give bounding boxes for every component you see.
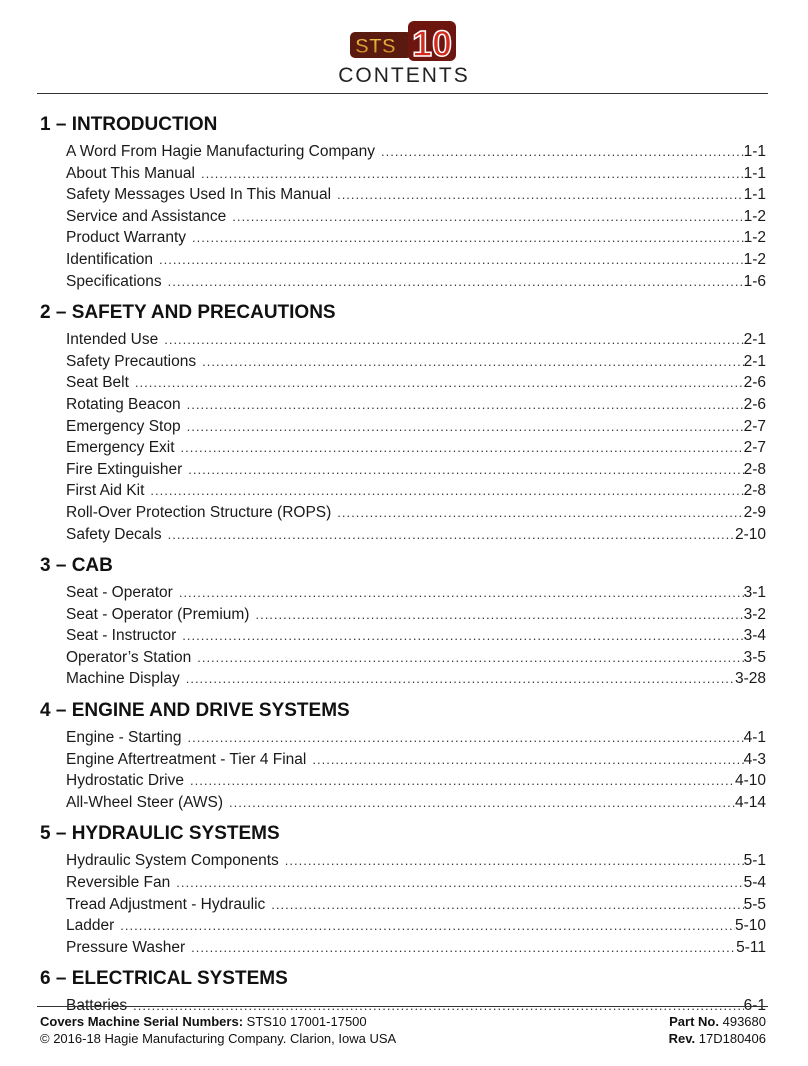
entry-title: All-Wheel Steer (AWS) [66,793,224,811]
entry-page-number: 1-1 [743,164,766,182]
dot-leader [187,394,744,416]
toc-entry[interactable] [66,351,766,373]
entry-title: Ladder [66,917,115,935]
entry-page-number: 3-1 [743,584,766,602]
entry-title: Rotating Beacon [66,395,181,413]
entry-page-number: 2-9 [743,503,766,521]
entry-page-number: 4-10 [734,772,766,790]
top-divider [37,93,768,94]
part-label: Part No. [669,1014,719,1029]
toc-entry[interactable] [66,249,766,271]
toc-entry[interactable] [66,792,766,814]
toc-entry[interactable] [66,915,766,937]
dot-leader [159,249,744,271]
toc-entry[interactable] [66,625,766,647]
entry-title: Intended Use [66,331,159,349]
section-heading: 3 – CAB [40,555,113,577]
entry-title: Seat - Instructor [66,627,177,645]
entry-page-number: 4-14 [734,793,766,811]
toc-entry[interactable] [66,141,766,163]
toc-entry[interactable] [66,206,766,228]
entry-title: Tread Adjustment - Hydraulic [66,895,266,913]
toc-entry[interactable] [66,668,766,690]
dot-leader [192,227,744,249]
entry-title: Safety Messages Used In This Manual [66,186,332,204]
toc-entry[interactable] [66,647,766,669]
section-heading: 1 – INTRODUCTION [40,114,218,135]
entry-title: Emergency Exit [66,439,175,457]
entry-page-number: 3-5 [743,648,766,666]
dot-leader [168,271,744,293]
toc-entry[interactable] [66,416,766,438]
dot-leader [197,647,743,669]
dot-leader [187,727,743,749]
dot-leader [168,524,735,546]
entry-title: About This Manual [66,164,195,182]
dot-leader [188,459,743,481]
dot-leader [150,480,743,502]
toc-section [40,821,766,958]
toc-entry[interactable] [66,749,766,771]
entry-title: Identification [66,250,154,268]
entry-page-number: 5-10 [734,917,766,935]
entry-page-number: 5-4 [743,874,766,892]
entry-page-number: 1-1 [743,143,766,160]
entry-page-number: 2-10 [734,525,766,543]
entry-title: Seat - Operator (Premium) [66,605,250,623]
dot-leader [187,416,744,438]
entry-title: Safety Decals [66,525,162,543]
dot-leader [182,625,743,647]
toc-section [40,300,766,545]
part-value: 493680 [722,1014,766,1029]
entry-page-number: 1-1 [743,186,766,204]
dot-leader [285,850,744,872]
svg-text:10: 10 [412,23,453,64]
dot-leader [271,894,743,916]
entry-title: Hydraulic System Components [66,852,279,870]
entry-page-number: 3-28 [734,670,766,688]
entry-page-number: 2-7 [743,439,766,457]
toc-section [40,966,766,1017]
dot-leader [202,351,743,373]
dot-leader [181,437,744,459]
entry-page-number: 2-6 [743,374,766,392]
sts10-logo [348,18,460,64]
part-number [669,1014,766,1029]
entry-page-number: 1-6 [743,272,766,290]
dot-leader [120,915,735,937]
entry-page-number: 5-11 [736,938,766,956]
entry-title: Reversible Fan [66,874,171,892]
toc-entry[interactable] [66,502,766,524]
svg-text:STS: STS [355,35,396,58]
dot-leader [176,872,743,894]
dot-leader [255,604,743,626]
entry-page-number: 2-7 [743,417,766,435]
entry-page-number: 2-1 [743,352,766,370]
entry-page-number: 1-2 [743,229,766,247]
entry-page-number: 2-8 [743,460,766,478]
entry-title: Engine Aftertreatment - Tier 4 Final [66,750,307,768]
entry-title: Specifications [66,272,162,290]
entry-title: Batteries [66,997,128,1015]
section-heading: 6 – ELECTRICAL SYSTEMS [40,968,288,990]
entry-title: Operator’s Station [66,648,192,666]
entry-page-number: 2-8 [743,482,766,500]
toc-entry[interactable] [66,937,766,959]
entry-page-number: 2-1 [743,331,766,349]
serials-label: Covers Machine Serial Numbers: [40,1014,244,1029]
entry-page-number: 1-2 [743,250,766,268]
dot-leader [201,163,744,185]
entry-page-number: 1-2 [743,207,766,225]
section-heading: 2 – SAFETY AND PRECAUTIONS [40,302,336,324]
toc-entry[interactable] [66,727,766,749]
footer-row-1 [40,1014,766,1029]
serials-value: STS10 17001-17500 [246,1014,367,1029]
toc-entry[interactable] [66,872,766,894]
entry-title: A Word From Hagie Manufacturing Company [66,143,375,160]
dot-leader [191,937,736,959]
entry-title: First Aid Kit [66,482,145,500]
toc-entry[interactable] [66,329,766,351]
entry-page-number: 3-4 [743,627,766,645]
serial-numbers [40,1014,367,1029]
entry-title: Engine - Starting [66,729,182,747]
toc-entry[interactable] [66,227,766,249]
toc-entry[interactable] [66,770,766,792]
entry-page-number: 5-1 [743,852,766,870]
dot-leader [312,749,743,771]
toc-entry[interactable] [66,524,766,546]
toc-entry[interactable] [66,271,766,293]
toc-section [40,553,766,690]
entry-title: Seat - Operator [66,584,173,602]
entry-page-number: 2-6 [743,395,766,413]
rev-label: Rev. [668,1031,696,1046]
dot-leader [381,141,744,163]
dot-leader [179,582,744,604]
entry-page-number: 4-1 [743,729,766,747]
toc-section [40,112,766,292]
section-heading: 4 – ENGINE AND DRIVE SYSTEMS [40,700,350,722]
entry-title: Service and Assistance [66,207,227,225]
toc-entry[interactable] [66,894,766,916]
entry-title: Product Warranty [66,229,187,247]
footer-row-2 [40,1031,766,1046]
entry-title: Seat Belt [66,374,129,392]
entry-title: Safety Precautions [66,352,197,370]
dot-leader [135,372,744,394]
entry-page-number: 5-5 [743,895,766,913]
toc-section [40,698,766,813]
entry-title: Pressure Washer [66,938,186,956]
dot-leader [337,502,743,524]
toc-entry[interactable] [66,372,766,394]
entry-title: Hydrostatic Drive [66,772,184,790]
dot-leader [164,329,743,351]
copyright: © 2016-18 Hagie Manufacturing Company. Clarion, Iowa USA [40,1031,397,1046]
toc-entry[interactable] [66,394,766,416]
entry-title: Machine Display [66,670,180,688]
entry-title: Fire Extinguisher [66,460,183,478]
entry-page-number: 3-2 [743,605,766,623]
toc-entry[interactable] [66,480,766,502]
dot-leader [190,770,735,792]
entry-title: Roll-Over Protection Structure (ROPS) [66,503,332,521]
revision [669,1031,766,1046]
bottom-divider [37,1006,768,1007]
dot-leader [337,184,744,206]
toc-entry[interactable] [66,184,766,206]
section-heading: 5 – HYDRAULIC SYSTEMS [40,823,280,845]
entry-title: Emergency Stop [66,417,181,435]
table-of-contents [40,112,766,1025]
toc-entry[interactable] [66,582,766,604]
entry-page-number: 4-3 [743,750,766,768]
dot-leader [186,668,735,690]
toc-entry[interactable] [66,850,766,872]
rev-value: 17D180406 [698,1031,766,1046]
page-title: CONTENTS [338,64,470,87]
entry-page-number: 6-1 [743,997,766,1015]
toc-entry[interactable] [66,163,766,185]
dot-leader [229,792,735,814]
toc-entry[interactable] [66,604,766,626]
dot-leader [232,206,743,228]
toc-entry[interactable] [66,437,766,459]
toc-entry[interactable] [66,459,766,481]
